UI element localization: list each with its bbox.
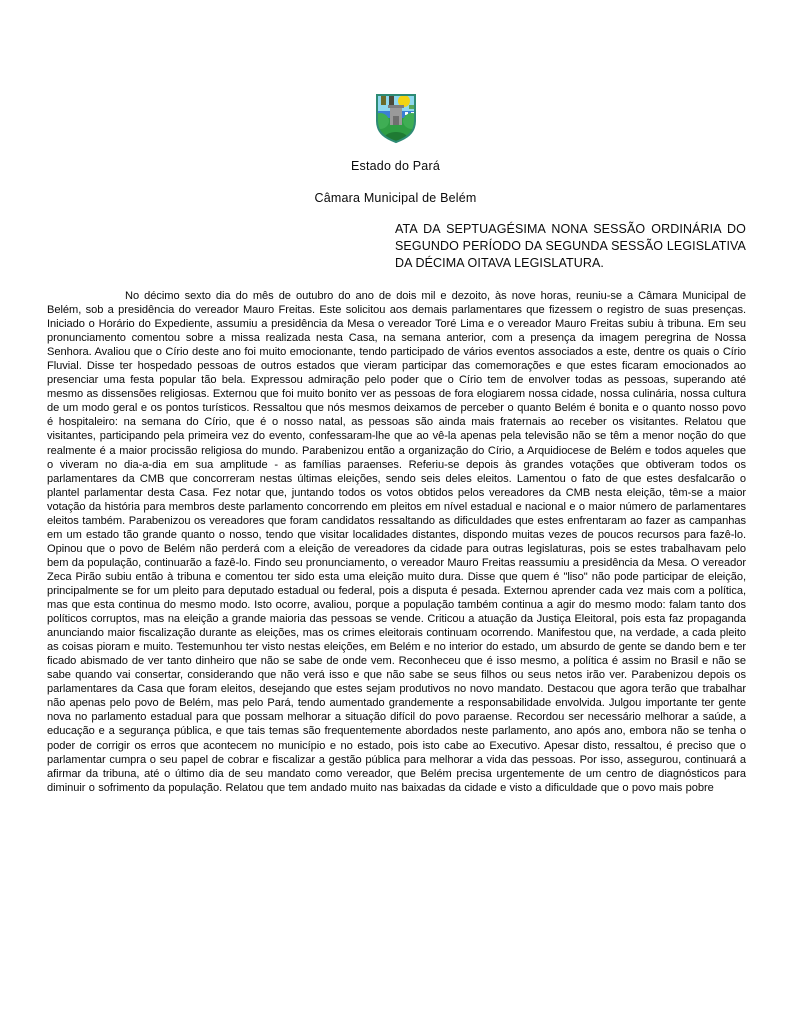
document-title	[395, 221, 746, 272]
document-title-line: DA DÉCIMA OITAVA LEGISLATURA.	[395, 256, 604, 270]
document-title-line: SEGUNDO PERÍODO DA SEGUNDA SESSÃO LEGISLATIVA	[395, 239, 746, 253]
state-name: Estado do Pará	[351, 159, 440, 173]
minutes-body-paragraph: No décimo sexto dia do mês de outubro do ano de dois mil e dezoito, às nove horas, reuniu-se a Câmara Municipal de Belém, sob a presidência do vereador Mauro Freitas. Este solicitou aos demais parlamentares que fizessem o registro de suas presenças. Iniciado o Horário do Expediente, assumiu a presidência da Mesa o vereador Toré Lima e o vereador Mauro Freitas subiu à tribuna. Em seu pronunciamento comentou sobre a missa realizada nesta Casa, na semana anterior, com a presença da imagem peregrina de Nossa Senhora. Avaliou que o Círio deste ano foi muito emocionante, tendo participado de vários eventos associados a este, dentre os quais o Círio Fluvial. Disse ter hospedado pessoas de outros estados que vieram participar das comemorações e que estes ficaram emocionados ao presenciar uma festa popular tão bela. Expressou admiração pelo poder que o Círio tem de envolver todas as pessoas, superando até mesmo as dissensões religiosas. Externou que foi muito bonito ver as pessoas de fora elogiarem nossa cidade, nossa culinária, nossa cultura de um modo geral e os pontos turísticos. Ressaltou que nós mesmos deixamos de perceber o quanto Belém é bonita e o quanto nosso povo é hospitaleiro: na semana do Círio, que é o nosso natal, as pessoas são ainda mais fraternais ao receber os visitantes. Relatou que visitantes, participando pela primeira vez do evento, confessaram-lhe que ao vê-la apenas pela televisão não se têm a menor noção do que realmente é a maior procissão religiosa do mundo. Parabenizou então a organização do Círio, a Arquidiocese de Belém e todos aqueles que o viveram no dia-a-dia em sua amplitude - as famílias paraenses. Referiu-se depois às grandes votações que obtiveram todos os parlamentares da CMB que concorreram nestas últimas eleições, sendo seis deles eleitos. Lamentou o fato de que estes desfalcarão o plantel parlamentar desta Casa. Fez notar que, juntando todos os votos obtidos pelos vereadores da CMB nesta eleição, têm-se a maior votação da história para membros deste parlamento concorrendo em pleitos em nível estadual e nacional e o maior número de parlamentares eleitos também. Parabenizou os vereadores que foram candidatos ressaltando as dificuldades que estes enfrentaram ao fazer as campanhas em um estado tão grande quanto o nosso, tendo que visitar localidades distantes, dispondo muitas vezes de poucos recursos para fazê-lo. Opinou que o povo de Belém não perderá com a eleição de vereadores da cidade para outras legislaturas, pois se estes trabalhavam pelo bem da população, continuarão a fazê-lo. Findo seu pronunciamento, o vereador Mauro Freitas reassumiu a presidência da Mesa. O vereador Zeca Pirão subiu então à tribuna e comentou ter sido esta uma eleição muito dura. Disse que quem é "liso" não pode participar de eleição, principalmente se for um pleito para deputado estadual ou federal, pois a disputa é pesada. Externou aprender cada vez mais com a política, mas que esta continua do mesmo modo. Isto ocorre, avaliou, porque a população também continua a agir do mesmo modo: falam tanto dos políticos corruptos, mas na eleição a grande maioria das pessoas se vende. Criticou a atuação da Justiça Eleitoral, pois esta faz propaganda anunciando maior fiscalização durante as eleições, mas os crimes eleitorais continuam ocorrendo. Manifestou que, na verdade, a cada pleito as coisas pioram e muito. Testemunhou ter visto nestas eleições, em Belém e no interior do estado, um absurdo de gente se dando bem e ter ficado abismado de ver tanto dinheiro que não se sabe de onde vem. Reconheceu que é isso mesmo, a política é assim no Brasil e não se sabe quando vai consertar, considerando que não verá isso e que não sabe se seus filhos ou seus netos irão ver. Parabenizou depois os parlamentares da Casa que foram eleitos, desejando que estes sejam produtivos no novo mandato. Destacou que agora terão que trabalhar não apenas pelo povo de Belém, mas pelo Pará, tendo aumentado grandemente a responsabilidade envolvida. Julgou importante ter gente nova no parlamento estadual para que possam melhorar a situação difícil do povo paraense. Recordou ser necessário melhorar a saúde, a educação e a segurança pública, e que tais temas são frequentemente abordados neste parlamento, ano após ano, embora não se tenha o poder de corrigir os erros que acontecem no município e no estado, pois isto cabe ao Executivo. Apesar disto, ressaltou, é preciso que o parlamentar cumpra o seu papel de cobrar e fiscalizar a gestão pública para melhorar a vida das pessoas. Por isso, assegurou, continuará a afirmar da tribuna, até o último dia de seu mandato como vereador, que Belém precisa urgentemente de um centro de diagnósticos para diminuir o sofrimento da população. Relatou que tem andado muito nas baixadas da cidade e visto a dificuldade que o povo mais pobre	[47, 290, 746, 794]
coat-of-arms	[0, 92, 791, 149]
document-title-line: ATA DA SEPTUAGÉSIMA NONA SESSÃO ORDINÁRIA DO	[395, 222, 746, 236]
chamber-name: Câmara Municipal de Belém	[314, 191, 477, 205]
belem-crest-icon	[373, 92, 419, 144]
